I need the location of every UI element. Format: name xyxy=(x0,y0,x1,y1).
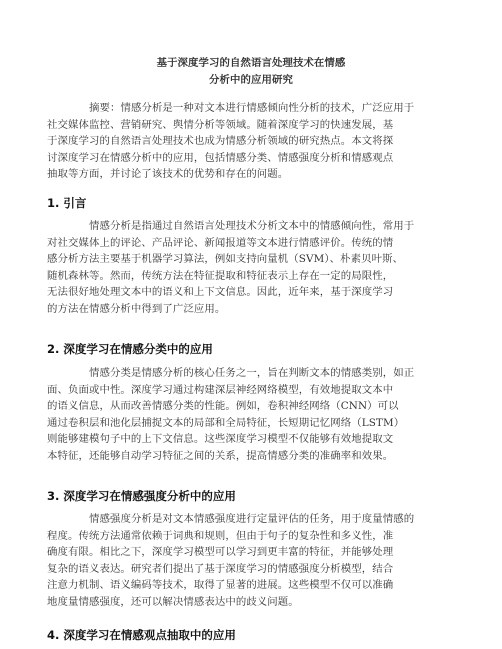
abstract-line: 社交媒体监控、营销研究、舆情分析等领域。随着深度学习的快速发展，基 xyxy=(47,118,394,131)
paragraph-line: 注意力机制、语义编码等技术，取得了显著的进展。这些模型不仅可以准确 xyxy=(47,579,394,592)
abstract-line: 摘要：情感分析是一种对文本进行情感倾向性分析的技术，广泛应用于 xyxy=(89,102,415,114)
section-heading: 3. 深度学习在情感强度分析中的应用 xyxy=(47,489,236,503)
page-title xyxy=(0,55,502,88)
abstract-line: 抽取等方面，并讨论了该技术的优势和存在的问题。 xyxy=(47,168,289,181)
paragraph-line: 的语义信息，从而改善情感分类的性能。例如，卷积神经网络（CNN）可以 xyxy=(47,400,399,413)
paragraph-line: 对社交媒体上的评论、产品评论、新闻报道等文本进行情感评价。传统的情 xyxy=(47,236,394,249)
paragraph-line: 地度量情感强度，还可以解决情感表达中的歧义问题。 xyxy=(47,595,299,608)
paragraph-line: 感分析方法主要基于机器学习算法，例如支持向量机（SVM）、朴素贝叶斯、 xyxy=(47,253,404,266)
paragraph-line: 本特征，还能够自动学习特征之间的关系，提高情感分类的准确率和效果。 xyxy=(47,449,394,462)
paragraph-line: 随机森林等。然而，传统方法在特征提取和特征表示上存在一定的局限性， xyxy=(47,269,394,282)
paragraph-line: 情感分析是指通过自然语言处理技术分析文本中的情感倾向性，常用于 xyxy=(89,220,415,232)
section-body xyxy=(47,511,457,611)
section-heading: 1. 引言 xyxy=(47,196,87,210)
paragraph-line: 则能够建模句子中的上下文信息。这些深度学习模型不仅能够有效地提取文 xyxy=(47,433,394,446)
section-body xyxy=(47,365,457,465)
paragraph-line: 无法很好地处理文本中的语义和上下文信息。因此，近年来，基于深度学习 xyxy=(47,286,394,299)
abstract-line: 于深度学习的自然语言处理技术也成为情感分析领域的研究热点。本文将探 xyxy=(47,135,394,148)
paragraph-line: 情感分类是情感分析的核心任务之一，旨在判断文本的情感类别，如正 xyxy=(89,367,415,379)
paragraph-line: 情感强度分析是对文本情感强度进行定量评估的任务，用于度量情感的 xyxy=(89,513,415,525)
paragraph-line: 通过卷积层和池化层捕捉文本的局部和全局特征，长短期记忆网络（LSTM） xyxy=(47,416,405,429)
paragraph-line: 面、负面或中性。深度学习通过构建深层神经网络模型，有效地提取文本中 xyxy=(47,383,394,396)
paragraph-line: 确度有限。相比之下，深度学习模型可以学习到更丰富的特征，并能够处理 xyxy=(47,546,394,559)
title-line: 分析中的应用研究 xyxy=(209,73,293,86)
section-heading: 2. 深度学习在情感分类中的应用 xyxy=(47,342,213,356)
section-body xyxy=(47,218,457,318)
abstract xyxy=(47,100,457,183)
section-heading: 4. 深度学习在情感观点抽取中的应用 xyxy=(47,628,236,642)
paragraph-line: 复杂的语义表达。研究者们提出了基于深度学习的情感强度分析模型，结合 xyxy=(47,562,394,575)
title-line: 基于深度学习的自然语言处理技术在情感 xyxy=(156,57,346,69)
abstract-line: 讨深度学习在情感分析中的应用，包括情感分类、情感强度分析和情感观点 xyxy=(47,151,394,164)
paragraph-line: 程度。传统方法通常依赖于词典和规则，但由于句子的复杂性和多义性，准 xyxy=(47,529,394,542)
paragraph-line: 的方法在情感分析中得到了广泛应用。 xyxy=(47,302,226,315)
